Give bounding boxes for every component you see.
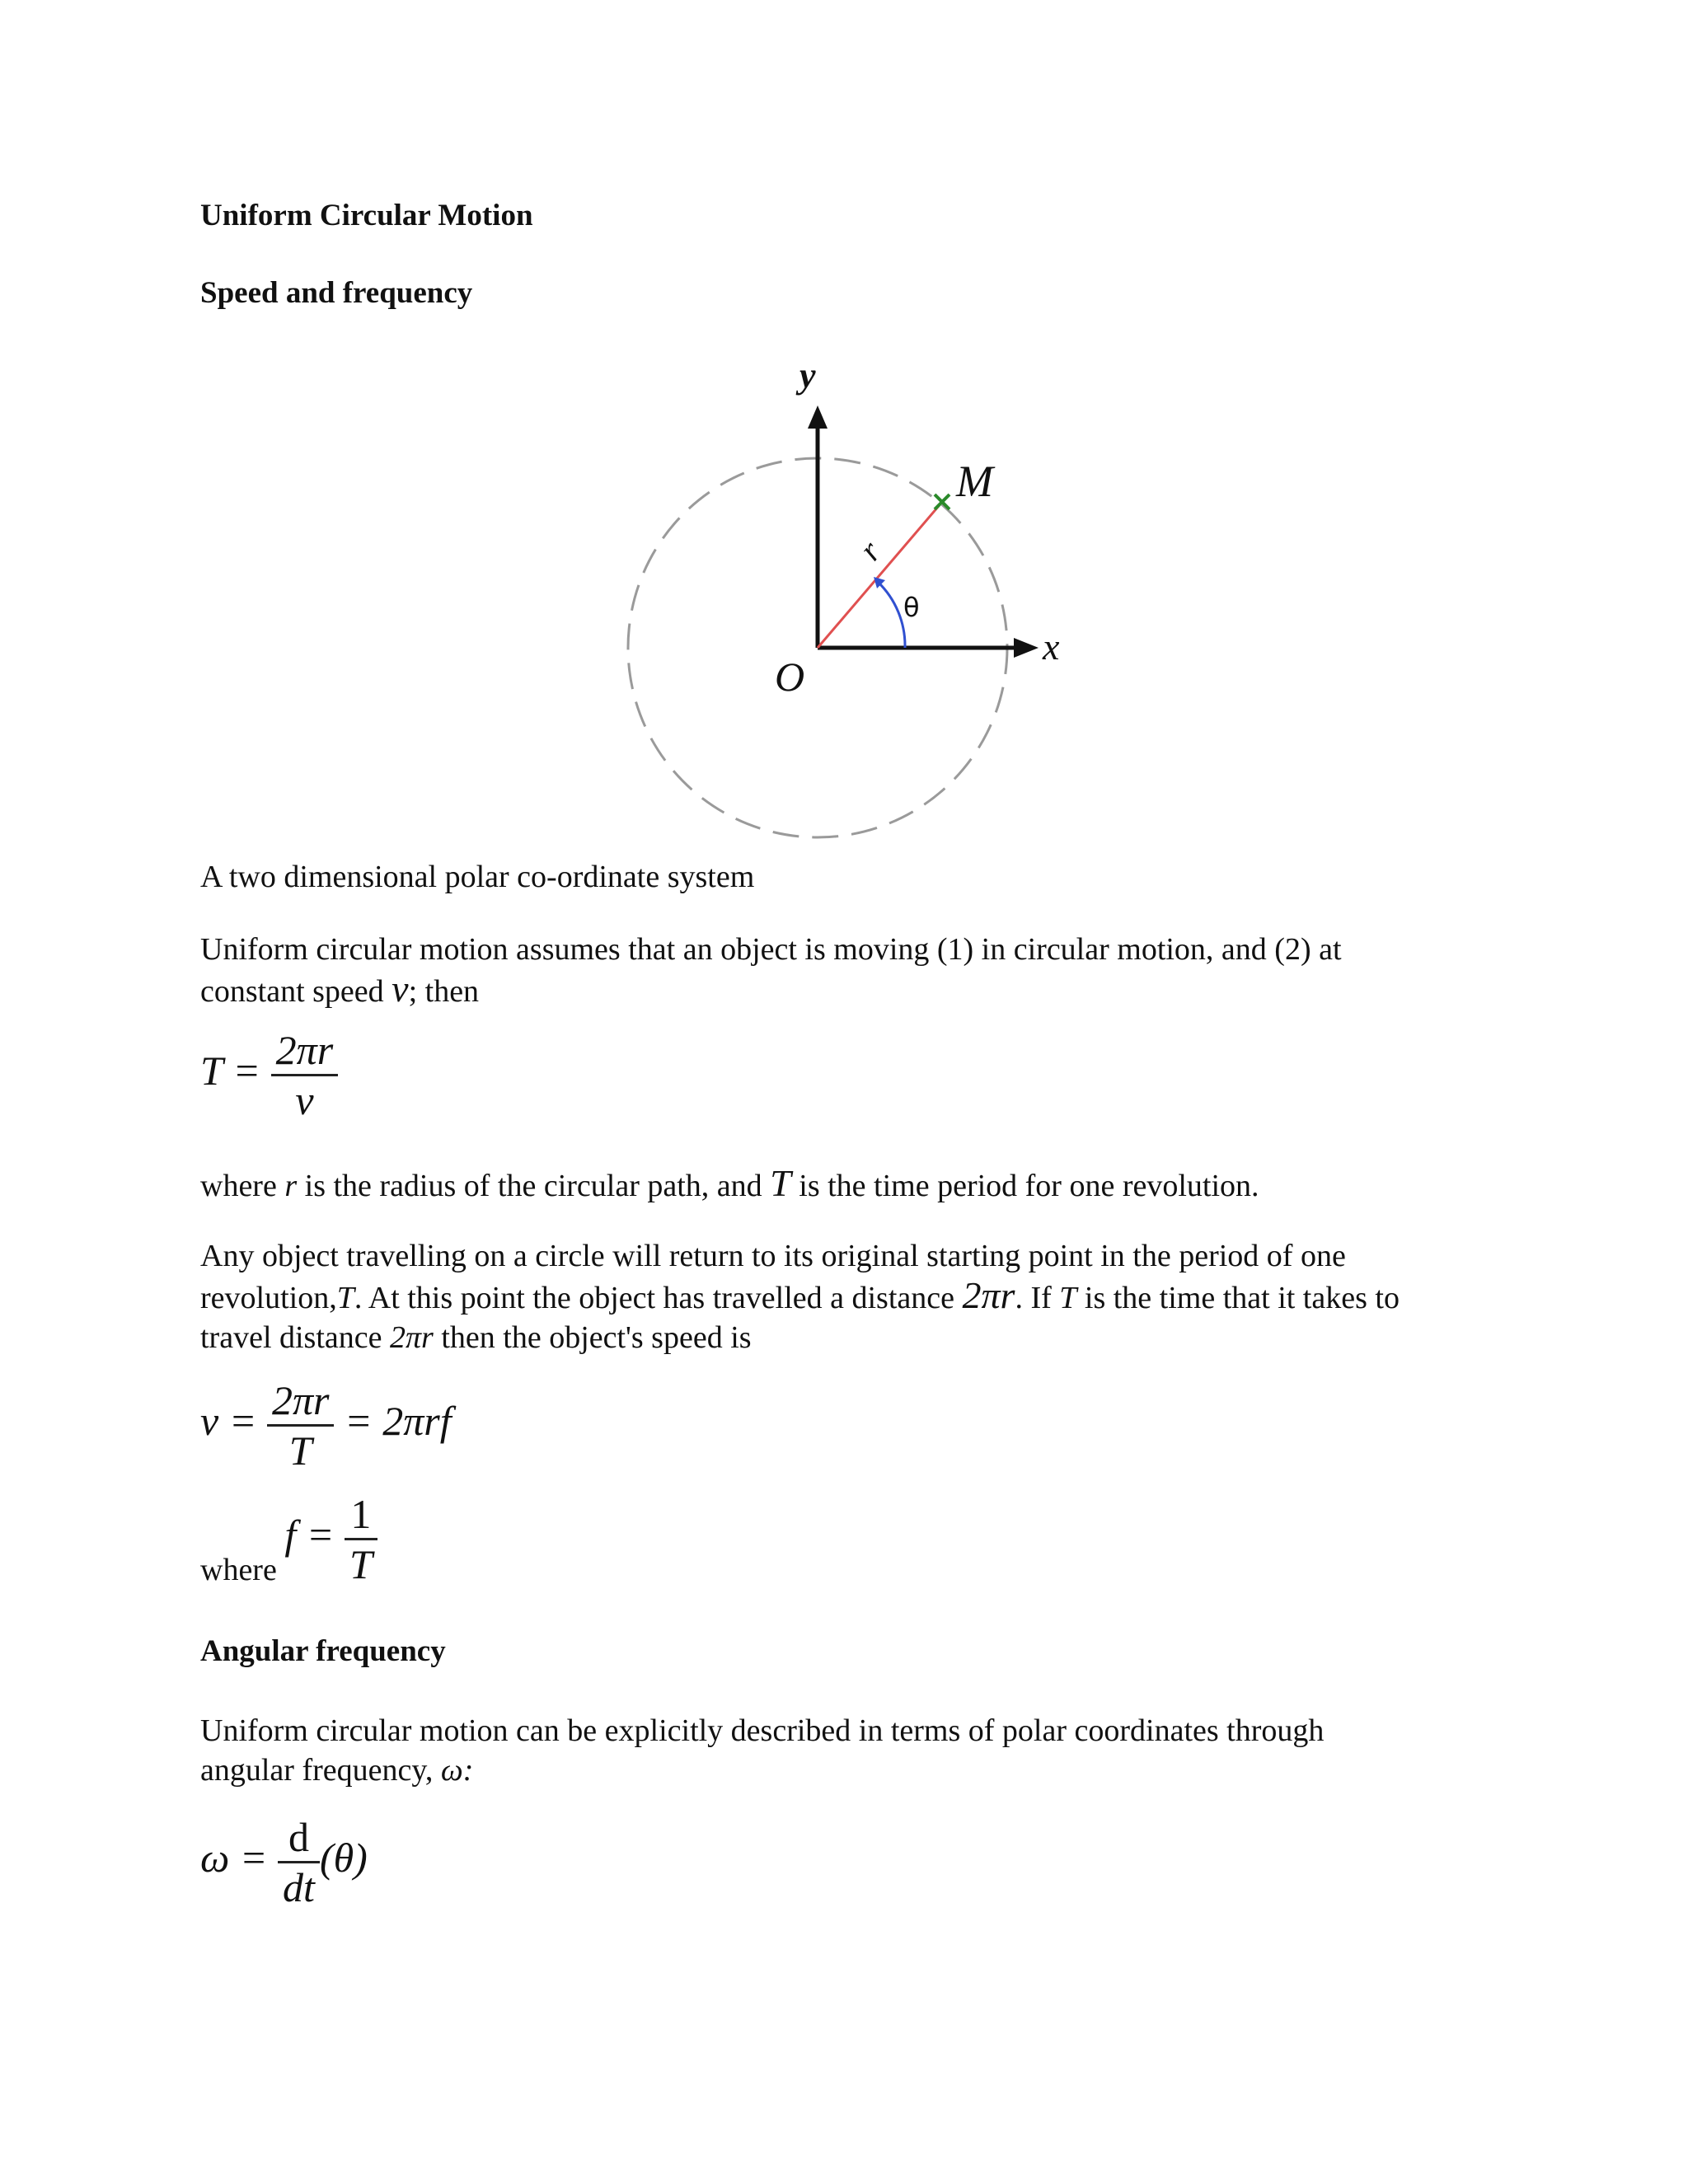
label-m: M <box>956 457 993 506</box>
point-m-marker <box>935 494 950 509</box>
paragraph-assumption: Uniform circular motion assumes that an object is moving (1) in circular motion, and (2) at constant speed v; then <box>200 932 1342 1010</box>
section-heading-angular: Angular frequency <box>200 1634 446 1668</box>
polar-coordinate-figure <box>593 354 1060 865</box>
equation-angular: ω = $\frac{d}{dt}$ (θ) <box>200 1814 368 1910</box>
label-o: O <box>775 654 805 700</box>
radius-line <box>818 501 943 648</box>
angle-arc <box>878 582 905 648</box>
section-heading-speed: Speed and frequency <box>200 276 473 310</box>
label-theta: θ <box>903 592 920 623</box>
equation-period: T = $\frac{2\pi r}{v}$ <box>200 1026 338 1124</box>
paragraph-radius: where r is the radius of the circular path, and T is the time period for one revolution. <box>200 1162 1259 1204</box>
label-y: y <box>799 355 816 396</box>
page-title: Uniform Circular Motion <box>200 199 533 232</box>
label-x: x <box>1043 626 1060 668</box>
figure-caption: A two dimensional polar co-ordinate system <box>200 860 755 894</box>
label-r: r <box>851 533 889 568</box>
x-axis-arrow <box>1014 638 1039 658</box>
y-axis-arrow <box>808 405 828 429</box>
paragraph-angular: Uniform circular motion can be explicitly described in terms of polar coordinates through angular frequency, ω: <box>200 1713 1325 1788</box>
equation-speed: v = $\frac{2\pi r}{T}$ = 2πrf <box>200 1377 452 1474</box>
equation-frequency: where f = $\frac{1}{T}$ <box>200 1490 377 1588</box>
paragraph-revolution: Any object travelling on a circle will return to its original starting point in the period of one revolution,T. At this point the object has travelled a distance 2πr. If T is the time that it takes to travel distance 2πr then the object's speed is <box>200 1239 1400 1355</box>
